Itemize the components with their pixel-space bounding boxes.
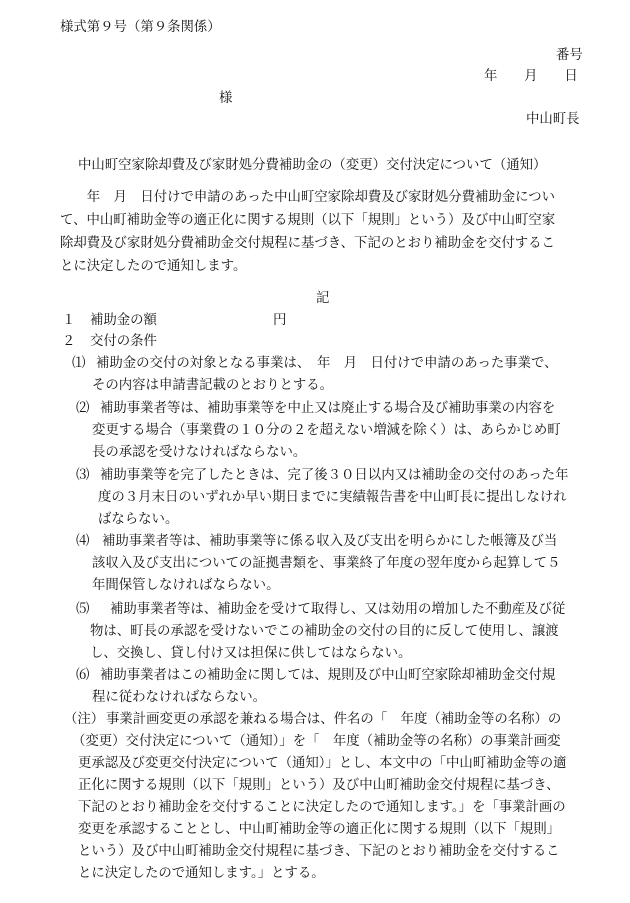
condition-6 xyxy=(72,664,622,708)
condition-line: 補助事業者等は、補助事業等に係る収入及び支出を明らかにした帳簿及び当 xyxy=(102,534,558,549)
condition-line: 該収入及び支出についての証拠書類を、事業終了年度の翌年度から起算して５ xyxy=(92,556,561,571)
ki-heading: 記 xyxy=(316,291,330,306)
note-line: 事業計画変更の承認を兼ねる場合は、件名の「 年度（補助金等の名称）の xyxy=(106,712,562,727)
item-1-label: 補助金の額 xyxy=(90,313,157,328)
condition-line: 補助事業者はこの補助金に関しては、規則及び中山町空家除却補助金交付規 xyxy=(100,668,556,683)
note-line: （変更）交付決定について（通知）」を「 年度（補助金等の名称）の事業計画変 xyxy=(72,734,561,749)
issuer-name: 中山町長 xyxy=(526,112,580,127)
condition-mark: ⑴ xyxy=(72,356,86,371)
item-2-number: ２ xyxy=(62,334,76,349)
note-line: とに決定したので通知します。」とする。 xyxy=(78,866,325,881)
condition-line: 補助事業者等は、補助金を受けて取得し、又は効用の増加した不動産及び従 xyxy=(110,602,566,617)
date-line: 年 月 日 xyxy=(484,69,578,84)
form-label: 様式第９号（第９条関係） xyxy=(60,20,221,35)
body-paragraph xyxy=(60,186,620,278)
item-1-number: １ xyxy=(62,313,76,328)
condition-mark: ⑷ xyxy=(76,534,90,549)
condition-line: 年間保管しなければならない。 xyxy=(92,578,280,593)
condition-5 xyxy=(72,598,622,664)
body-line: て、中山町補助金等の適正化に関する規則（以下「規則」という）及び中山町空家 xyxy=(60,213,556,228)
note-line: 正化に関する規則（以下「規則」という）及び中山町補助金交付規程に基づき、 xyxy=(78,778,560,793)
condition-line: 程に従わなければならない。 xyxy=(92,690,267,705)
note-line: 下記のとおり補助金を交付することに決定したので通知します。」を「事業計画の xyxy=(78,800,566,815)
condition-4 xyxy=(72,530,622,596)
condition-line: 補助金の交付の対象となる事業は、 年 月 日付けで申請のあった事業で、 xyxy=(96,356,558,371)
condition-mark: ⑵ xyxy=(76,401,90,416)
condition-line: その内容は申請書記載のとおりとする。 xyxy=(92,378,334,393)
note-line: 変更を承認することとし、中山町補助金等の適正化に関する規則（以下「規則」 xyxy=(78,822,561,837)
condition-line: 長の承認を受けなければならない。 xyxy=(92,445,307,460)
condition-mark: ⑶ xyxy=(76,468,90,483)
body-line: とに決定したので通知します。 xyxy=(60,259,247,274)
body-line: 除却費及び家財処分費補助金交付規程に基づき、下記のとおり補助金を交付するこ xyxy=(60,236,555,251)
addressee-suffix: 様 xyxy=(219,91,233,106)
document-number-label: 番号 xyxy=(556,48,583,63)
note-line: 更承認及び変更交付決定について（通知）」とし、本文中の「中山町補助金等の適 xyxy=(78,756,567,771)
document-title: 中山町空家除却費及び家財処分費補助金の（変更）交付決定について（通知） xyxy=(78,158,547,173)
condition-line: 度の３月末日のいずれか早い期日までに実績報告書を中山町長に提出しなけれ xyxy=(98,490,567,505)
note-mark: （注） xyxy=(64,712,105,727)
condition-3 xyxy=(72,464,622,530)
note-block xyxy=(60,708,625,888)
item-2-label: 交付の条件 xyxy=(90,334,157,349)
note-line: という）及び中山町補助金交付規程に基づき、下記のとおり補助金を交付するこ xyxy=(78,844,560,859)
condition-line: 補助事業者等は、補助事業等を中止又は廃止する場合及び補助事業の内容を xyxy=(100,401,556,416)
item-1-unit: 円 xyxy=(273,313,287,328)
condition-line: ばならない。 xyxy=(98,512,179,527)
condition-line: 変更する場合（事業費の１０分の２を超えない増減を除く）は、あらかじめ町 xyxy=(92,423,561,438)
condition-line: 物は、町長の承認を受けないでこの補助金の交付の目的に反して使用し、譲渡 xyxy=(90,624,559,639)
condition-line: し、交換し、貸し付け又は担保に供してはならない。 xyxy=(90,646,412,661)
condition-2 xyxy=(72,397,622,463)
condition-1 xyxy=(72,352,622,396)
condition-mark: ⑸ xyxy=(76,602,90,617)
body-line: 年 月 日付けで申請のあった中山町空家除却費及び家財処分費補助金につい xyxy=(60,190,556,205)
condition-mark: ⑹ xyxy=(76,668,90,683)
condition-line: 補助事業等を完了したときは、完了後３０日以内又は補助金の交付のあった年 xyxy=(100,468,569,483)
